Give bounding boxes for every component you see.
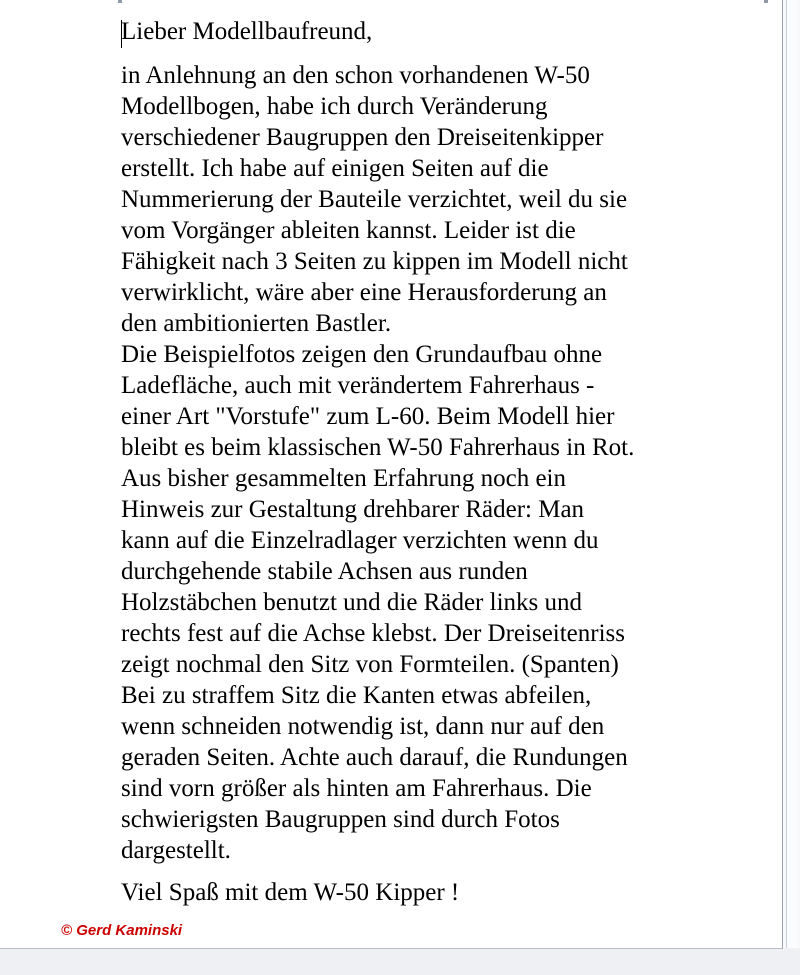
scrollbar-thumb[interactable] — [786, 0, 797, 948]
body-line-16: kann auf die Einzelradlager verzichten wenn du — [121, 527, 599, 554]
body-line-24: sind vorn größer als hinten am Fahrerhaus. Die — [121, 775, 592, 802]
body-line-20: zeigt nochmal den Sitz von Formteilen. (Spanten) — [121, 651, 619, 678]
body-line-15: Hinweis zur Gestaltung drehbarer Räder: Man — [121, 496, 585, 523]
body-line-22: wenn schneiden notwendig ist, dann nur auf den — [121, 713, 605, 740]
body-line-6: vom Vorgänger ableiten kannst. Leider ist die — [121, 217, 576, 244]
body-line-26: dargestellt. — [121, 837, 231, 864]
body-line-3: verschiedener Baugruppen den Dreiseitenkipper — [121, 124, 604, 151]
paragraph-spacing — [121, 47, 721, 60]
body-line-13: bleibt es beim klassischen W-50 Fahrerhaus in Rot. — [121, 434, 635, 461]
letter-body[interactable] — [121, 16, 721, 908]
greeting-line: Lieber Modellbaufreund, — [121, 18, 373, 45]
copyright-note: © Gerd Kaminski — [61, 922, 183, 939]
body-line-23: geraden Seiten. Achte auch darauf, die Rundungen — [121, 744, 628, 771]
body-line-2: Modellbogen, habe ich durch Veränderung — [121, 93, 548, 120]
body-line-8: verwirklicht, wäre aber eine Herausforderung an — [121, 279, 607, 306]
body-line-25: schwierigsten Baugruppen sind durch Fotos — [121, 806, 560, 833]
body-line-1: in Anlehnung an den schon vorhandenen W-50 — [121, 62, 590, 89]
body-line-7: Fähigkeit nach 3 Seiten zu kippen im Modell nicht — [121, 248, 628, 275]
body-line-9: den ambitionierten Bastler. — [121, 310, 392, 337]
body-line-12: einer Art "Vorstufe" zum L-60. Beim Modell hier — [121, 403, 615, 430]
body-line-4: erstellt. Ich habe auf einigen Seiten auf die — [121, 155, 549, 182]
body-line-14: Aus bisher gesammelten Erfahrung noch ein — [121, 465, 567, 492]
body-line-10: Die Beispielfotos zeigen den Grundaufbau ohne — [121, 341, 603, 368]
body-line-21: Bei zu straffem Sitz die Kanten etwas abfeilen, — [121, 682, 592, 709]
page-margin-marker-left — [118, 0, 122, 3]
page-margin-marker-right — [764, 0, 768, 3]
bottom-status-area — [0, 949, 800, 975]
body-line-18: Holzstäbchen benutzt und die Räder links und — [121, 589, 582, 616]
body-line-17: durchgehende stabile Achsen aus runden — [121, 558, 528, 585]
closing-line: Viel Spaß mit dem W-50 Kipper ! — [121, 879, 460, 906]
body-line-11: Ladefläche, auch mit verändertem Fahrerhaus - — [121, 372, 595, 399]
paragraph-spacing — [121, 866, 721, 877]
body-line-5: Nummerierung der Bauteile verzichtet, weil du sie — [121, 186, 628, 213]
body-line-19: rechts fest auf die Achse klebst. Der Dreiseitenriss — [121, 620, 626, 647]
